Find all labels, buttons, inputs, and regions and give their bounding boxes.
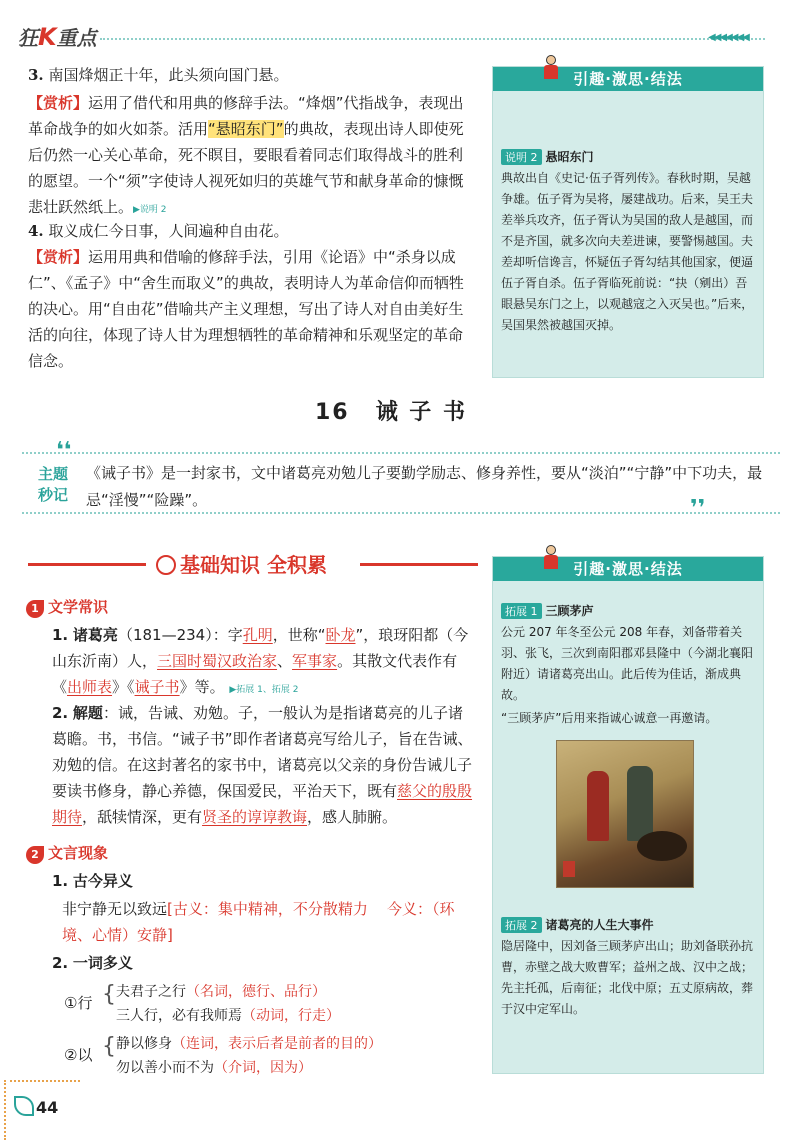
leaf-icon bbox=[14, 1096, 34, 1116]
wy-item-2-head bbox=[52, 950, 133, 976]
note-tag bbox=[501, 603, 542, 619]
header-divider bbox=[100, 38, 765, 40]
section-line-right bbox=[360, 563, 478, 566]
lit1-head: 诸葛亮 bbox=[72, 626, 118, 644]
item3-number: 3. bbox=[28, 66, 44, 84]
side-banner: 引趣·激思·结法 bbox=[493, 557, 763, 581]
meaning: （连词，表示后者是前者的目的） bbox=[172, 1036, 382, 1052]
item3-poem-line bbox=[28, 62, 468, 88]
term-strategist: 军事家 bbox=[292, 652, 338, 670]
item3-analysis-a: 运用了借代和用典的修辞手法。“烽烟”代指战争，表现出革命战争的如火如荼。活用 bbox=[28, 94, 464, 138]
quote-close-icon: ❜❜ bbox=[690, 496, 706, 521]
lit-item-2 bbox=[52, 700, 477, 830]
wy1-close-bracket: ] bbox=[167, 926, 173, 944]
note-title: 悬昭东门 bbox=[545, 150, 594, 164]
item3-analysis bbox=[28, 90, 473, 223]
side-note-2b-content bbox=[501, 915, 757, 1020]
note-tag-text: 拓展 bbox=[505, 919, 527, 932]
lit1-e: 。其散文代表作有《 bbox=[52, 652, 458, 696]
wy1-head: 古今异义 bbox=[72, 872, 133, 890]
lit2-c: ，感人肺腑。 bbox=[307, 808, 398, 826]
term-jiezishu: 诫子书 bbox=[134, 678, 180, 696]
analysis-label: 【赏析】 bbox=[28, 94, 89, 112]
polysemy-label: ①行 bbox=[64, 994, 93, 1012]
lit1-b: ，世称“ bbox=[272, 626, 326, 644]
wy1-number: 1. bbox=[52, 872, 69, 890]
section-title-text: 基础知识 全积累 bbox=[180, 553, 327, 577]
summary-label: 主题秒记 bbox=[38, 465, 69, 504]
logo-k: K bbox=[38, 23, 57, 51]
side-note-1-content bbox=[501, 147, 757, 336]
term-wolong: 卧龙 bbox=[325, 626, 356, 644]
lit1-g: 》等。 bbox=[179, 678, 225, 696]
lit2-a: ：诫，告诫、劝勉。子，一般认为是指诸葛亮的儿子诸葛瞻。书，书信。“诫子书”即作者诸葛亮写给儿子，旨在告诫、劝勉的信。在这封著名的家书中，诸葛亮以父亲的身份告诫儿子要读书修身，静心养德，保国爱民，平治天下，既有 bbox=[52, 704, 473, 800]
section-title bbox=[156, 549, 327, 578]
section-line-left bbox=[28, 563, 146, 566]
side-note-box-1 bbox=[492, 66, 764, 378]
page-number: 44 bbox=[36, 1098, 59, 1117]
header-arrows-icon: ◀◀◀◀◀◀◀ bbox=[708, 32, 748, 43]
wy2-x2-sentence1: 静以修身 bbox=[116, 1036, 172, 1052]
term-xiansheng: 贤圣的谆谆教诲 bbox=[202, 808, 308, 826]
highlight-xuanzhao: “悬昭东门” bbox=[208, 120, 284, 138]
wy2-x2-sentence2: 勿以善小而不为 bbox=[116, 1060, 214, 1076]
footer-dots-side bbox=[4, 1080, 6, 1140]
note-text: 典故出自《史记·伍子胥列传》。春秋时期，吴越争雄。伍子胥为吴将，屡建战功。后来，吴王夫差举兵攻齐，伍子胥认为吴国的敌人是越国，而不是齐国，就多次向夫差进谏，要警惕越国。夫差却听信谗言，怀疑伍子胥勾结其他国家，便逼伍子胥自杀。伍子胥临死前说：“抉（剜出）吾眼悬吴东门之上，以观越寇之入灭吴也。”后来，吴国果然被越国灭掉。 bbox=[501, 171, 754, 332]
subsection-classical bbox=[26, 842, 108, 864]
ref-expand-1-2[interactable]: ▶拓展 1、拓展 2 bbox=[229, 685, 299, 695]
modern-meaning: 今义：（环境、心情）安静 bbox=[62, 900, 455, 944]
lit1-f: 》《 bbox=[112, 678, 135, 696]
note-tag bbox=[501, 149, 542, 165]
note-tag-text: 拓展 bbox=[505, 605, 527, 618]
polysemy-lines bbox=[116, 1032, 382, 1080]
logo-text-suffix: 重点 bbox=[56, 26, 97, 50]
wy1-sentence: 非宁静无以致远 bbox=[62, 900, 168, 918]
wy2-x1-sentence1: 夫君子之行 bbox=[116, 984, 186, 1000]
term-kongming: 孔明 bbox=[242, 626, 273, 644]
subsection-title: 文学常识 bbox=[48, 598, 109, 616]
polysemy-label: ②以 bbox=[64, 1046, 93, 1064]
item4-number: 4. bbox=[28, 222, 44, 240]
lit2-head: 解题 bbox=[72, 704, 103, 722]
lit-item-1 bbox=[52, 622, 477, 703]
note-tag bbox=[501, 917, 542, 933]
note-title: 诸葛亮的人生大事件 bbox=[545, 918, 654, 932]
wy-item-1-body bbox=[62, 896, 482, 948]
brace-icon: { bbox=[102, 982, 116, 1007]
item4-poem: 取义成仁今日事，人间遍种自由花。 bbox=[48, 222, 289, 240]
item4-poem-line bbox=[28, 218, 468, 244]
subsection-number-icon: 1 bbox=[26, 600, 44, 618]
analysis-label: 【赏析】 bbox=[28, 248, 89, 266]
side-note-2a-content bbox=[501, 601, 757, 729]
lesson-title bbox=[315, 395, 467, 426]
note-tag-num: 1 bbox=[530, 605, 538, 618]
quote-open-icon: ❛❛ bbox=[56, 438, 72, 463]
theme-summary-box bbox=[22, 438, 780, 521]
item3-analysis-b: 的典故，表现出诗人即使死后仍然一心关心革命，死不瞑目，要眼看着同志们取得战斗的胜利的愿望。一个“须”字使诗人视死如归的英雄气节和献身革命的慷慨悲壮跃然纸上。 bbox=[28, 120, 464, 216]
lit1-d: 、 bbox=[277, 652, 293, 670]
term-politician: 三国时蜀汉政治家 bbox=[157, 652, 278, 670]
subsection-number-icon: 2 bbox=[26, 846, 44, 864]
person-icon bbox=[541, 545, 561, 569]
lit1-number: 1. bbox=[52, 626, 69, 644]
logo-text: 狂 bbox=[18, 26, 38, 50]
note-text: 隐居隆中，因刘备三顾茅庐出山；助刘备联孙抗曹，赤壁之战大败曹军；益州之战、汉中之战；先主托孤，后南征；北伐中原；五丈原病故，葬于汉中定军山。 bbox=[501, 939, 754, 1016]
footer-dots bbox=[10, 1080, 80, 1082]
polysemy-lines bbox=[116, 980, 340, 1028]
note-tag-num: 2 bbox=[530, 919, 538, 932]
summary-text: 《诫子书》是一封家书，文中诸葛亮劝勉儿子要勤学励志、修身养性，要从“淡泊”“宁静”中下功夫，最忌“淫慢”“险躁”。 bbox=[86, 464, 763, 509]
person-icon bbox=[541, 55, 561, 79]
meaning: （名词，德行、品行） bbox=[186, 984, 326, 1000]
side-banner: 引趣·激思·结法 bbox=[493, 67, 763, 91]
lit2-number: 2. bbox=[52, 704, 69, 722]
item4-analysis bbox=[28, 244, 473, 374]
ref-note-2[interactable]: ▶说明 2 bbox=[133, 205, 167, 215]
note-text: 公元 207 年冬至公元 208 年春，刘备带着关羽、张飞，三次到南阳郡邓县隆中（今湖北襄阳附近）请诸葛亮出山。此后传为佳话，渐成典故。 bbox=[501, 625, 754, 702]
three-visits-painting-image bbox=[556, 740, 694, 888]
item3-poem: 南国烽烟正十年，此头须向国门悬。 bbox=[48, 66, 289, 84]
ancient-meaning: [古义：集中精神，不分散精力 bbox=[167, 900, 368, 918]
lit1-c: ”，琅玡阳都（今山东沂南）人， bbox=[52, 626, 469, 670]
term-chushibiao: 出师表 bbox=[67, 678, 113, 696]
note-tag-text: 说明 bbox=[505, 151, 527, 164]
meaning: （介词，因为） bbox=[214, 1060, 312, 1076]
note-text: “三顾茅庐”后用来指诚心诚意一再邀请。 bbox=[501, 711, 718, 725]
swirl-icon bbox=[156, 555, 176, 575]
wy-item-1-head bbox=[52, 868, 133, 894]
meaning: （动词，行走） bbox=[242, 1008, 340, 1024]
subsection-title: 文言现象 bbox=[48, 844, 109, 862]
lit2-b: ，舐犊情深，更有 bbox=[82, 808, 203, 826]
item4-analysis-a: 运用用典和借喻的修辞手法，引用《论语》中“杀身以成仁”、《孟子》中“舍生而取义”的典故，表明诗人为革命信仰而牺牲的决心。用“自由花”借喻共产主义理想，写出了诗人对自由美好生活的向往，体现了诗人甘为理想牺牲的革命精神和乐观坚定的革命信念。 bbox=[28, 248, 464, 370]
wy2-head: 一词多义 bbox=[72, 954, 133, 972]
wy2-x1-sentence2: 三人行，必有我师焉 bbox=[116, 1008, 242, 1024]
lesson-name: 诫 子 书 bbox=[375, 400, 467, 425]
note-tag-num: 2 bbox=[530, 151, 538, 164]
term-cifu: 慈父的殷殷期待 bbox=[52, 782, 473, 826]
subsection-literature bbox=[26, 596, 108, 618]
wy2-number: 2. bbox=[52, 954, 69, 972]
lit1-a: （181—234）：字 bbox=[117, 626, 243, 644]
brand-logo bbox=[18, 22, 97, 51]
note-title: 三顾茅庐 bbox=[545, 604, 594, 618]
brace-icon: { bbox=[102, 1034, 116, 1059]
lesson-number: 16 bbox=[315, 400, 350, 425]
